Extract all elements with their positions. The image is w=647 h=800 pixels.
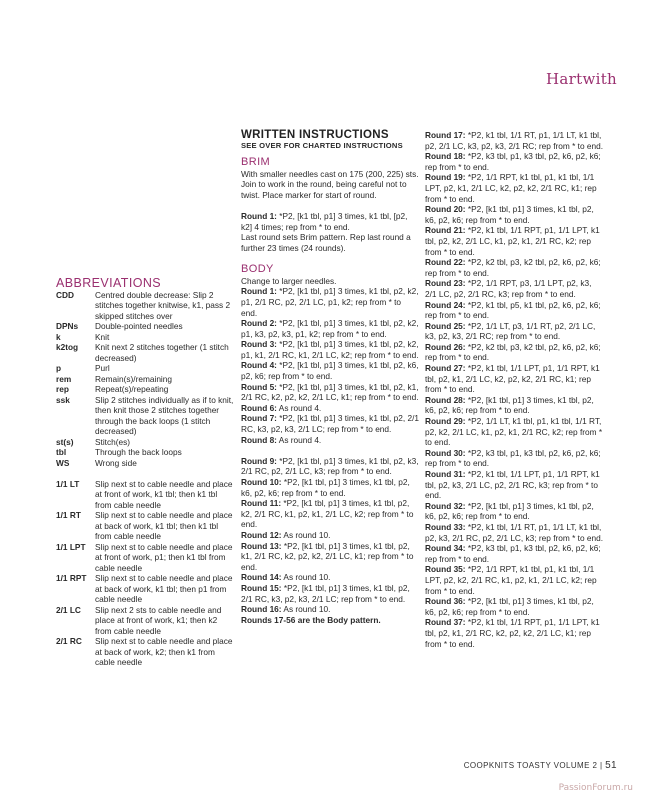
abbreviations-list xyxy=(56,290,234,469)
abbreviations-heading: ABBREVIATIONS xyxy=(56,276,161,290)
round-text: *P2, k1 tbl, 1/1 LPT, p1, 1/1 RPT, k1 tbl, p2, k3, 2/1 LC, p2, 2/1 RC, k3; rep from * to end. xyxy=(425,469,600,501)
abbreviation-term: p xyxy=(56,363,62,373)
round-text: *P2, [k1 tbl, p1] 3 times, k1 tbl, p2, k6, p2, k6; rep from * to end. xyxy=(425,596,594,617)
round-text: As round 10. xyxy=(281,604,331,615)
round-instruction xyxy=(241,318,419,339)
abbreviation-term: rem xyxy=(56,373,72,384)
abbreviation-row xyxy=(56,384,234,395)
round-instruction xyxy=(425,130,605,151)
brand-logo: Hartwith xyxy=(546,70,617,88)
abbreviation-term: DPNs xyxy=(56,321,79,331)
round-label: Round 20: xyxy=(425,204,466,215)
page-number: 51 xyxy=(605,760,617,771)
round-instruction xyxy=(241,572,419,583)
round-text: *P2, 1/1 RPT, p3, 1/1 LPT, p2, k3, 2/1 LC, p2, 2/1 RC, k3; rep from * to end. xyxy=(425,278,592,299)
round-label: Round 1: xyxy=(241,211,277,222)
round-text: *P2, k1 tbl, 1/1 RT, p1, 1/1 LT, k1 tbl, p2, 2/1 LC, k3, p2, k3, 2/1 RC; rep from * to end. xyxy=(425,130,604,151)
round-instruction xyxy=(425,257,605,278)
abbreviation-term: 1/1 LT xyxy=(56,478,80,489)
round-text: *P2, k2 tbl, p3, k2 tbl, p2, k6, p2, k6; rep from * to end. xyxy=(425,341,601,363)
round-instruction xyxy=(241,339,419,360)
abbreviation-term: CDD xyxy=(56,289,74,300)
round-text: *P2, k1 tbl, p5, k1 tbl, p2, k6, p2, k6; rep from * to end. xyxy=(425,299,601,321)
abbreviation-definition: Double-pointed needles xyxy=(95,321,183,331)
abbreviation-term: 2/1 RC xyxy=(56,636,82,646)
round-text: *P2, [k1 tbl, p1] 3 times, k1 tbl, p2, k6, p2, k6; rep from * to end. xyxy=(425,394,594,416)
brim-after: Last round sets Brim pattern. Rep last round a further 23 times (24 rounds). xyxy=(241,232,411,253)
abbreviation-definition: Slip next st to cable needle and place at front of work, k1 tbl; then k1 tbl from cable needle xyxy=(95,478,233,510)
abbreviation-definition: Stitch(es) xyxy=(95,436,131,447)
round-text: *P2, [k1 tbl, p1] 3 times, k1 tbl, p2, k2, p1, k1, 2/1 RC, k1, 2/1 LC, k2; rep from * to end. xyxy=(241,339,419,360)
abbreviation-term: WS xyxy=(56,457,70,468)
round-text: *P2, [k1 tbl, p1] 3 times, k1 tbl, [p2, k2] 4 times; rep from * to end. xyxy=(241,211,408,232)
round-label: Round 34: xyxy=(425,543,466,554)
round-label: Round 11: xyxy=(241,498,282,509)
body-rounds-9-16 xyxy=(241,456,419,615)
round-label: Round 15: xyxy=(241,582,282,593)
body-rounds-1-8 xyxy=(241,286,419,445)
page-footer: COOPKNITS TOASTY VOLUME 2 | 51 xyxy=(463,760,617,771)
round-text: *P2, [k1 tbl, p1] 3 times, k1 tbl, p2, k6, p2, k6; rep from * to end. xyxy=(425,500,594,522)
round-instruction xyxy=(425,501,605,522)
abbreviation-definition: Knit next 2 stitches together (1 stitch decreased) xyxy=(95,342,229,363)
round-instruction xyxy=(425,416,605,448)
round-label: Round 35: xyxy=(425,564,466,575)
round-text: *P2, [k1 tbl, p1] 3 times, k1 tbl, p2, k2, 2/1 RC, k1, p2, k1, 2/1 LC, k2; rep from * to end. xyxy=(241,498,414,530)
round-label: Round 31: xyxy=(425,469,466,479)
abbreviation-definition: Slip 2 stitches individually as if to knit, then knit those 2 stitches together through the back loops (1 stitch decreased) xyxy=(95,394,234,436)
abbreviation-row xyxy=(56,542,234,574)
round-text: *P2, k2 tbl, p3, k2 tbl, p2, k6, p2, k6; rep from * to end. xyxy=(425,257,601,278)
round-text: *P2, [k1 tbl, p1] 3 times, k1 tbl, p2, 2/1 RC, k3, p2, k3, 2/1 LC; rep from * to end. xyxy=(241,413,419,435)
round-text: *P2, [k1 tbl, p1] 3 times, k1 tbl, p2, k2, p1, k3, p2, k3, p1, k2; rep from * to end. xyxy=(241,318,419,339)
abbreviations-section xyxy=(56,278,234,668)
body-heading: BODY xyxy=(241,263,274,276)
round-instruction xyxy=(425,469,605,501)
round-text: *P2, 1/1 RPT, k1 tbl, p1, k1 tbl, 1/1 LPT, p2, k2, 2/1 RC, k1, p2, k1, 2/1 LC, k2; rep from * to end. xyxy=(425,564,597,596)
round-label: Round 9: xyxy=(241,455,277,466)
abbreviation-definition: Centred double decrease: Slip 2 stitches together knitwise, k1, pass 2 skipped stitches over xyxy=(95,289,231,321)
round-label: Round 27: xyxy=(425,363,466,374)
abbreviation-definition: Remain(s)/remaining xyxy=(95,373,173,384)
abbreviation-row xyxy=(56,479,234,511)
abbreviation-definition: Repeat(s)/repeating xyxy=(95,384,169,394)
round-instruction xyxy=(425,321,605,342)
round-label: Round 3: xyxy=(241,339,277,350)
round-instruction xyxy=(425,278,605,299)
round-instruction xyxy=(425,151,605,172)
round-text: As round 4. xyxy=(276,402,322,413)
body-rounds-17-37 xyxy=(425,130,605,649)
abbreviation-definition: Knit xyxy=(95,331,110,342)
round-text: *P2, [k1 tbl, p1] 3 times, k1 tbl, p2, k6, p2, k6; rep from * to end. xyxy=(241,477,410,498)
abbreviation-row xyxy=(56,290,234,322)
instructions-column-2 xyxy=(425,130,605,649)
round-text: *P2, k1 tbl, 1/1 RPT, p1, 1/1 LPT, k1 tbl, p2, k2, 2/1 LC, k1, p2, k1, 2/1 RC, k2; rep from * to end. xyxy=(425,225,600,257)
brim-round-1 xyxy=(241,211,419,232)
abbreviation-row xyxy=(56,395,234,437)
round-label: Round 14: xyxy=(241,572,282,583)
cable-abbreviations-list xyxy=(56,479,234,668)
abbreviation-row xyxy=(56,458,234,469)
round-label: Round 28: xyxy=(425,394,466,405)
round-label: Round 19: xyxy=(425,172,466,183)
round-instruction xyxy=(425,395,605,416)
round-instruction xyxy=(425,564,605,596)
body-intro: Change to larger needles. xyxy=(241,275,337,286)
instructions-title: WRITTEN INSTRUCTIONS xyxy=(241,129,389,141)
abbreviation-definition: Wrong side xyxy=(95,457,137,468)
brim-heading: BRIM xyxy=(241,156,271,169)
round-text: *P2, k1 tbl, 1/1 RT, p1, 1/1 LT, k1 tbl, p2, k3, 2/1 RC, p2, 2/1 LC, k3; rep from * to end. xyxy=(425,521,604,543)
round-instruction xyxy=(425,363,605,395)
watermark: PassionForum.ru xyxy=(558,783,633,793)
round-label: Round 2: xyxy=(241,318,277,329)
round-instruction xyxy=(241,498,419,530)
round-instruction xyxy=(241,530,419,541)
abbreviation-definition: Slip next st to cable needle and place at back of work, k2; then k1 from cable needle xyxy=(95,636,233,667)
round-instruction xyxy=(425,225,605,257)
abbreviation-term: rep xyxy=(56,384,69,394)
round-text: *P2, 1/1 RPT, k1 tbl, p1, k1 tbl, 1/1 LPT, p2, k1, 2/1 LC, k2, p2, k2, 2/1 RC, k1; rep from * to end. xyxy=(425,172,597,204)
abbreviation-term: ssk xyxy=(56,394,70,405)
round-label: Round 13: xyxy=(241,540,282,551)
round-label: Round 1: xyxy=(241,286,277,297)
round-label: Round 12: xyxy=(241,529,282,540)
round-text: *P2, [k1 tbl, p1] 3 times, k1 tbl, p2, k1, 2/1 RC, k2, p2, k2, 2/1 LC, k1; rep from * to end. xyxy=(241,540,414,572)
round-instruction xyxy=(241,435,419,446)
abbreviation-term: 1/1 RT xyxy=(56,510,81,520)
round-text: As round 10. xyxy=(281,529,331,540)
abbreviation-row xyxy=(56,363,234,374)
round-label: Round 5: xyxy=(241,381,277,392)
round-text: *P2, 1/1 LT, k1 tbl, p1, k1 tbl, 1/1 RT, p2, k2, 2/1 LC, k1, p2, k1, 2/1 RC, k2; rep from * to end. xyxy=(425,416,603,448)
instructions-column-1 xyxy=(241,130,419,625)
round-instruction xyxy=(425,342,605,363)
abbreviation-row xyxy=(56,374,234,385)
round-text: *P2, [k1 tbl, p1] 3 times, k1 tbl, p2, k3, 2/1 RC, p2, 2/1 LC, k3; rep from * to end. xyxy=(241,455,419,477)
round-instruction xyxy=(425,448,605,469)
abbreviation-row xyxy=(56,332,234,343)
round-text: *P2, k1 tbl, 1/1 LPT, p1, 1/1 RPT, k1 tbl, p2, k1, 2/1 LC, k2, p2, k2, 2/1 RC, k1; rep from * to end. xyxy=(425,363,600,395)
round-text: As round 10. xyxy=(281,572,331,583)
abbreviation-row xyxy=(56,605,234,637)
abbreviation-row xyxy=(56,321,234,332)
round-label: Round 22: xyxy=(425,257,466,268)
round-instruction xyxy=(425,204,605,225)
abbreviation-term: k2tog xyxy=(56,342,79,352)
round-instruction xyxy=(241,541,419,573)
abbreviation-definition: Slip next 2 sts to cable needle and place at front of work, k1; then k2 from cable needle xyxy=(95,604,222,636)
round-text: *P2, 1/1 LT, p3, 1/1 RT, p2, 2/1 LC, k3, p2, k3, 2/1 RC; rep from * to end. xyxy=(425,320,596,342)
abbreviation-term: k xyxy=(56,331,61,342)
abbreviation-row xyxy=(56,447,234,458)
abbreviation-row xyxy=(56,437,234,448)
round-label: Round 7: xyxy=(241,413,277,424)
round-label: Round 30: xyxy=(425,447,466,458)
abbreviation-term: 2/1 LC xyxy=(56,604,81,615)
round-text: *P2, k3 tbl, p1, k3 tbl, p2, k6, p2, k6; rep from * to end. xyxy=(425,447,601,469)
round-text: *P2, [k1 tbl, p1] 3 times, k1 tbl, p2, k1, 2/1 RC, k2, p2, k2, 2/1 LC, k1; rep from * to end. xyxy=(241,381,419,403)
round-instruction xyxy=(241,360,419,381)
instructions-subtitle: SEE OVER FOR CHARTED INSTRUCTIONS xyxy=(241,140,403,150)
round-label: Round 33: xyxy=(425,521,466,532)
abbreviation-definition: Purl xyxy=(95,363,110,373)
round-label: Round 21: xyxy=(425,225,466,236)
round-instruction xyxy=(425,172,605,204)
round-instruction xyxy=(241,382,419,403)
round-instruction xyxy=(425,543,605,564)
round-label: Round 32: xyxy=(425,500,466,511)
round-text: *P2, k3 tbl, p1, k3 tbl, p2, k6, p2, k6; rep from * to end. xyxy=(425,543,601,564)
round-label: Round 10: xyxy=(241,477,282,487)
round-instruction xyxy=(241,413,419,434)
round-label: Round 29: xyxy=(425,416,466,427)
round-label: Round 6: xyxy=(241,402,277,413)
abbreviation-term: tbl xyxy=(56,447,67,457)
abbreviation-definition: Slip next st to cable needle and place at back of work, k1 tbl; then k1 tbl from cable needle xyxy=(95,510,233,541)
abbreviation-term: 1/1 RPT xyxy=(56,573,87,583)
round-label: Round 18: xyxy=(425,151,466,162)
round-instruction xyxy=(425,617,605,649)
round-instruction xyxy=(241,583,419,604)
abbreviation-row xyxy=(56,573,234,605)
round-label: Round 4: xyxy=(241,360,277,371)
round-text: *P2, k1 tbl, 1/1 RPT, p1, 1/1 LPT, k1 tbl, p2, k1, 2/1 RC, k2, p2, k2, 2/1 LC, k1; rep from * to end. xyxy=(425,617,600,649)
round-instruction xyxy=(241,604,419,615)
round-label: Round 23: xyxy=(425,278,466,289)
round-label: Round 26: xyxy=(425,341,466,352)
brim-intro: With smaller needles cast on 175 (200, 225) sts. Join to work in the round, being careful not to twist. Place marker for start of round. xyxy=(241,168,419,200)
footer-publication: COOPKNITS TOASTY VOLUME 2 xyxy=(463,761,598,770)
round-text: *P2, [k1 tbl, p1] 3 times, k1 tbl, p2, k6, p2, k6; rep from * to end. xyxy=(241,360,419,382)
round-instruction xyxy=(241,477,419,498)
body-closing: Rounds 17-56 are the Body pattern. xyxy=(241,614,381,625)
abbreviation-row xyxy=(56,510,234,542)
abbreviation-term: 1/1 LPT xyxy=(56,541,86,552)
abbreviation-term: st(s) xyxy=(56,436,74,447)
round-label: Round 8: xyxy=(241,434,277,445)
round-label: Round 37: xyxy=(425,617,466,628)
round-label: Round 25: xyxy=(425,320,466,331)
round-instruction xyxy=(241,403,419,414)
round-instruction xyxy=(425,300,605,321)
round-text: *P2, k3 tbl, p1, k3 tbl, p2, k6, p2, k6; rep from * to end. xyxy=(425,151,601,172)
round-text: *P2, [k1 tbl, p1] 3 times, k1 tbl, p2, k6, p2, k6; rep from * to end. xyxy=(425,204,594,225)
round-instruction xyxy=(241,286,419,318)
abbreviation-row xyxy=(56,636,234,668)
round-text: *P2, [k1 tbl, p1] 3 times, k1 tbl, p2, 2/1 RC, k3, p2, k3, 2/1 LC; rep from * to end. xyxy=(241,582,410,604)
round-text: *P2, [k1 tbl, p1] 3 times, k1 tbl, p2, k2, p1, 2/1 RC, p2, 2/1 LC, p1, k2; rep from * to end. xyxy=(241,286,419,318)
abbreviation-row xyxy=(56,342,234,363)
abbreviation-definition: Slip next st to cable needle and place at back of work, k1 tbl; then p1 from cable needle xyxy=(95,573,233,604)
round-label: Round 36: xyxy=(425,596,466,607)
round-instruction xyxy=(425,596,605,617)
round-label: Round 17: xyxy=(425,130,466,140)
abbreviation-definition: Through the back loops xyxy=(95,447,182,457)
round-instruction xyxy=(425,522,605,543)
round-instruction xyxy=(241,456,419,477)
round-label: Round 24: xyxy=(425,299,466,310)
round-label: Round 16: xyxy=(241,604,282,615)
round-text: As round 4. xyxy=(276,434,322,445)
abbreviation-definition: Slip next st to cable needle and place at front of work, p1; then k1 tbl from cable needle xyxy=(95,541,233,573)
